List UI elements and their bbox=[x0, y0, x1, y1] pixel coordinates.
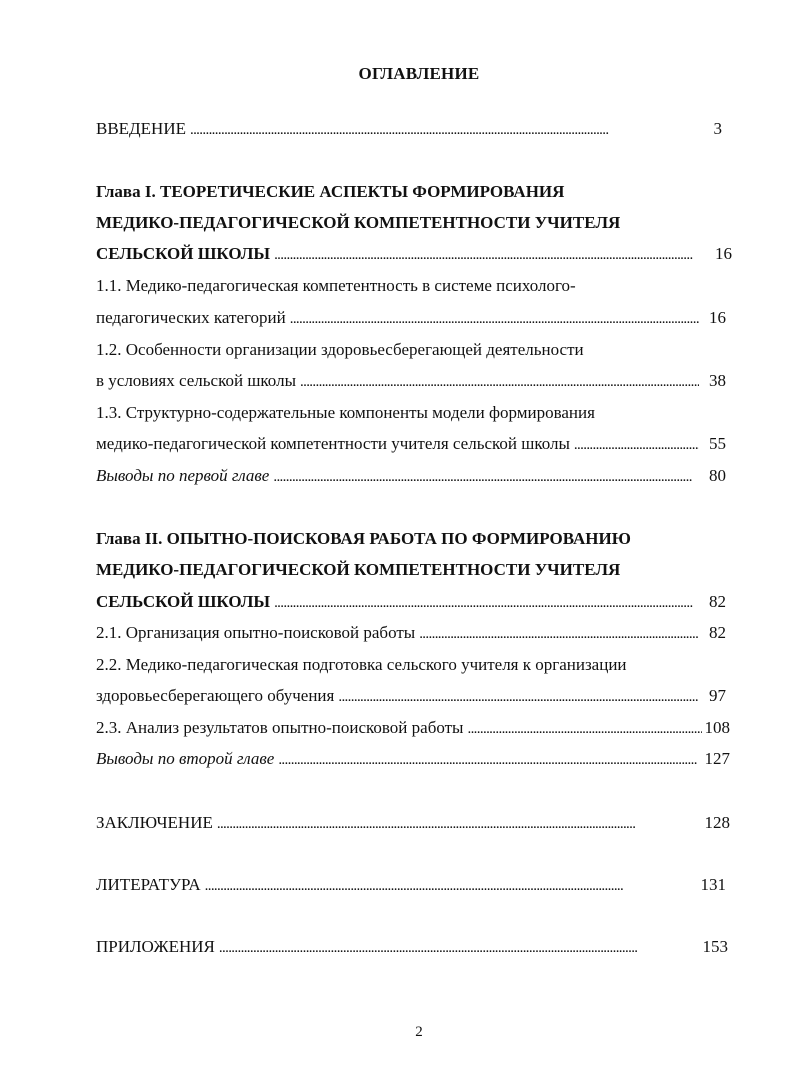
toc-chapter2-conclusion[interactable]: Выводы по второй главе . . . 127 bbox=[96, 747, 730, 771]
toc-chapter2-line1[interactable]: Глава II. ОПЫТНО-ПОИСКОВАЯ РАБОТА ПО ФОРМИРОВАНИЮ bbox=[96, 529, 631, 548]
dot-leader bbox=[290, 307, 699, 331]
toc-page: 3 bbox=[713, 119, 722, 138]
toc-page: 82 bbox=[709, 592, 726, 611]
toc-page: 108 bbox=[704, 718, 730, 737]
toc-label: ВВЕДЕНИЕ bbox=[96, 119, 186, 138]
toc-page: 55 bbox=[709, 434, 726, 453]
dot-leader bbox=[467, 717, 701, 741]
toc-section-1-3-line2[interactable]: медико-педагогической компетентности учителя сельской школы . . . 55 bbox=[96, 432, 726, 456]
toc-section-2-3[interactable]: 2.3. Анализ результатов опытно-поисковой работы . . . 108 bbox=[96, 716, 730, 740]
dot-leader bbox=[338, 685, 699, 709]
toc-entry-literature[interactable]: ЛИТЕРАТУРА . . . 131 bbox=[96, 873, 726, 897]
dot-leader bbox=[219, 936, 700, 960]
toc-page: 127 bbox=[704, 749, 730, 768]
toc-section-1-2-line1[interactable]: 1.2. Особенности организации здоровьесберегающей деятельности bbox=[96, 340, 584, 359]
toc-entry-intro[interactable] bbox=[96, 117, 722, 141]
toc-page: 97 bbox=[709, 686, 726, 705]
dot-leader bbox=[205, 874, 698, 898]
dot-leader bbox=[274, 591, 699, 615]
toc-page: 38 bbox=[709, 371, 726, 390]
toc-page: 16 bbox=[709, 308, 726, 327]
toc-section-1-3-line1[interactable]: 1.3. Структурно-содержательные компоненты модели формирования bbox=[96, 403, 595, 422]
toc-chapter2-line3[interactable]: СЕЛЬСКОЙ ШКОЛЫ . . . 82 bbox=[96, 590, 726, 614]
toc-page: 82 bbox=[709, 623, 726, 642]
toc-page: 153 bbox=[702, 937, 728, 956]
toc-page: 16 bbox=[715, 244, 732, 263]
toc-section-2-2-line1[interactable]: 2.2. Медико-педагогическая подготовка сельского учителя к организации bbox=[96, 655, 627, 674]
toc-entry-conclusion[interactable]: ЗАКЛЮЧЕНИЕ . . . 128 bbox=[96, 811, 730, 835]
toc-chapter1-conclusion[interactable]: Выводы по первой главе . . . 80 bbox=[96, 464, 726, 488]
toc-chapter2-line2[interactable]: МЕДИКО-ПЕДАГОГИЧЕСКОЙ КОМПЕТЕНТНОСТИ УЧИТЕЛЯ bbox=[96, 560, 621, 579]
toc-chapter1-line1[interactable]: Глава I. ТЕОРЕТИЧЕСКИЕ АСПЕКТЫ ФОРМИРОВАНИЯ bbox=[96, 182, 565, 201]
toc-section-1-1-line2[interactable]: педагогических категорий . . . 16 bbox=[96, 306, 726, 330]
toc-section-1-1-line1[interactable]: 1.1. Медико-педагогическая компетентность в системе психолого- bbox=[96, 276, 576, 295]
toc-section-2-1[interactable]: 2.1. Организация опытно-поисковой работы . . . 82 bbox=[96, 621, 726, 645]
toc-section-1-2-line2[interactable]: в условиях сельской школы . . . 38 bbox=[96, 369, 726, 393]
toc-page: 80 bbox=[709, 466, 726, 485]
toc-page: 131 bbox=[700, 875, 726, 894]
toc-chapter1-line2[interactable]: МЕДИКО-ПЕДАГОГИЧЕСКОЙ КОМПЕТЕНТНОСТИ УЧИТЕЛЯ bbox=[96, 213, 621, 232]
dot-leader bbox=[278, 748, 701, 772]
toc-entry-appendices[interactable]: ПРИЛОЖЕНИЯ . . . 153 bbox=[96, 935, 728, 959]
page-title: ОГЛАВЛЕНИЕ bbox=[358, 64, 480, 83]
page-number: 2 bbox=[415, 1024, 423, 1040]
dot-leader bbox=[300, 370, 699, 394]
toc-section-2-2-line2[interactable]: здоровьесберегающего обучения . . . 97 bbox=[96, 684, 726, 708]
toc-chapter1-line3[interactable]: СЕЛЬСКОЙ ШКОЛЫ . . . 16 bbox=[96, 242, 732, 266]
dot-leader bbox=[419, 622, 699, 646]
dot-leader bbox=[190, 118, 695, 142]
dot-leader bbox=[274, 243, 705, 267]
toc-page: 128 bbox=[704, 813, 730, 832]
dot-leader bbox=[217, 812, 702, 836]
dot-leader bbox=[574, 433, 699, 457]
dot-leader bbox=[273, 465, 699, 489]
